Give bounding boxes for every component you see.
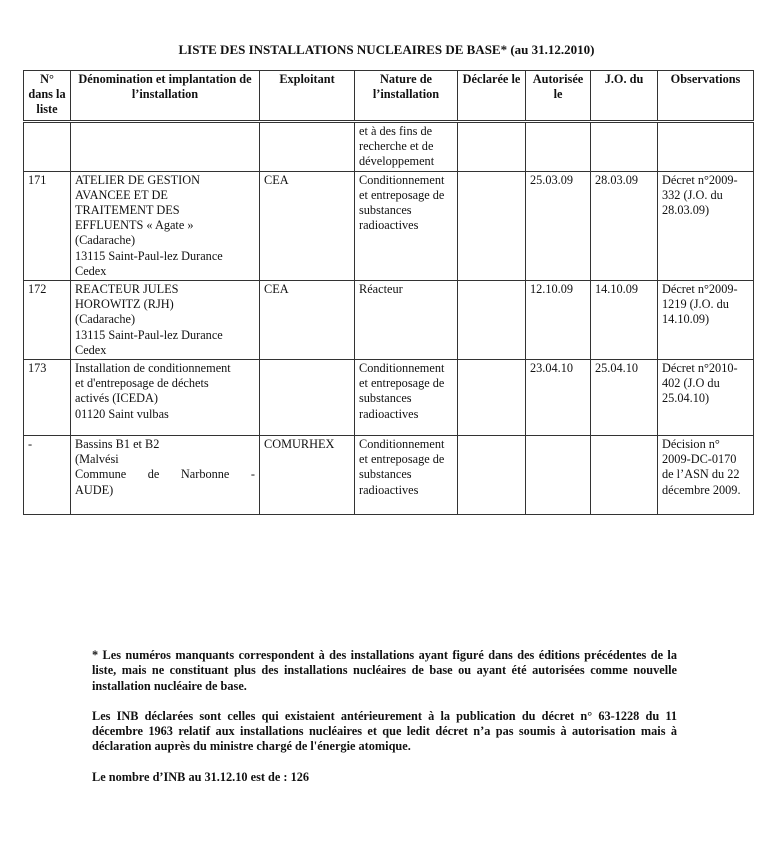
cell-name-line: HOROWITZ (RJH) bbox=[75, 297, 174, 312]
cell-authorized bbox=[526, 436, 591, 515]
cell-operator: COMURHEX bbox=[260, 436, 355, 515]
cell-observations-line: de l’ASN du 22 bbox=[662, 467, 740, 482]
header-number: N° dans la liste bbox=[24, 71, 71, 122]
header-name: Dénomination et implantation de l’installation bbox=[71, 71, 260, 122]
cell-name-line: AVANCEE ET DE bbox=[75, 187, 168, 202]
table-row bbox=[24, 436, 754, 515]
cell-nature-line: et entreposage de bbox=[359, 376, 445, 391]
cell-jo bbox=[591, 122, 658, 172]
cell-nature-line: substances bbox=[359, 203, 412, 218]
cell-nature-line: substances bbox=[359, 467, 412, 482]
cell-number: 173 bbox=[24, 360, 71, 436]
cell-nature-line: et entreposage de bbox=[359, 452, 445, 467]
document-title: LISTE DES INSTALLATIONS NUCLEAIRES DE BASE* (au 31.12.2010) bbox=[178, 42, 595, 57]
cell-observations bbox=[658, 436, 754, 515]
header-declared: Déclarée le bbox=[458, 71, 526, 122]
cell-name bbox=[71, 436, 260, 515]
cell-authorized: 25.03.09 bbox=[526, 171, 591, 280]
cell-observations bbox=[658, 281, 754, 360]
cell-nature-line: radioactives bbox=[359, 406, 419, 421]
cell-nature-line: recherche et de bbox=[359, 139, 434, 154]
cell-observations-line: Décret n°2009- bbox=[662, 172, 738, 187]
header-authorized: Autorisée le bbox=[526, 71, 591, 122]
cell-name bbox=[71, 171, 260, 280]
cell-nature bbox=[355, 436, 458, 515]
cell-jo: 28.03.09 bbox=[591, 171, 658, 280]
cell-authorized bbox=[526, 122, 591, 172]
footnote-inb-count: Le nombre d’INB au 31.12.10 est de : 126 bbox=[92, 769, 310, 784]
cell-operator bbox=[260, 122, 355, 172]
cell-operator: CEA bbox=[260, 281, 355, 360]
cell-operator bbox=[260, 360, 355, 436]
cell-nature-line: Conditionnement bbox=[359, 437, 445, 452]
cell-observations-line: 2009-DC-0170 bbox=[662, 452, 737, 467]
cell-nature-line: développement bbox=[359, 154, 435, 169]
cell-nature-line: substances bbox=[359, 391, 412, 406]
table-row bbox=[24, 171, 754, 280]
cell-observations-line: Décision n° bbox=[662, 437, 720, 452]
cell-observations bbox=[658, 360, 754, 436]
cell-observations-line: décembre 2009. bbox=[662, 482, 741, 497]
cell-name bbox=[71, 122, 260, 172]
cell-nature bbox=[355, 122, 458, 172]
cell-name-line: (Cadarache) bbox=[75, 233, 136, 248]
cell-nature-line: Conditionnement bbox=[359, 172, 445, 187]
cell-name-line: (Cadarache) bbox=[75, 312, 136, 327]
cell-name-line: TRAITEMENT DES bbox=[75, 203, 180, 218]
cell-name bbox=[71, 281, 260, 360]
cell-operator: CEA bbox=[260, 171, 355, 280]
cell-name bbox=[71, 360, 260, 436]
cell-number: - bbox=[24, 436, 71, 515]
cell-nature bbox=[355, 360, 458, 436]
cell-jo: 14.10.09 bbox=[591, 281, 658, 360]
cell-nature bbox=[355, 281, 458, 360]
cell-observations-line: 332 (J.O. du bbox=[662, 187, 723, 202]
table-row bbox=[24, 122, 754, 172]
cell-declared bbox=[458, 122, 526, 172]
table-row bbox=[24, 281, 754, 360]
cell-name-line: AUDE) bbox=[75, 482, 114, 497]
cell-name-line: REACTEUR JULES bbox=[75, 282, 179, 297]
cell-name-line: Cedex bbox=[75, 342, 107, 357]
cell-observations-line: 1219 (J.O. du bbox=[662, 297, 729, 312]
header-jo: J.O. du bbox=[591, 71, 658, 122]
header-nature: Nature de l’installation bbox=[355, 71, 458, 122]
footnote-missing-numbers: * Les numéros manquants correspondent à des installations ayant figuré dans des éditions précédentes de la liste, mais ne constituant plus des installations nucléaires de base ou ayant été autorisées comme nouvelle installation nucléaire de base. bbox=[92, 648, 677, 693]
cell-number bbox=[24, 122, 71, 172]
header-observations: Observations bbox=[658, 71, 754, 122]
cell-jo bbox=[591, 436, 658, 515]
cell-nature-line: Conditionnement bbox=[359, 361, 445, 376]
cell-observations-line: Décret n°2009- bbox=[662, 282, 738, 297]
cell-authorized: 23.04.10 bbox=[526, 360, 591, 436]
cell-nature-line: radioactives bbox=[359, 482, 419, 497]
cell-name-line: activés (ICEDA) bbox=[75, 391, 158, 406]
footnote-declared-inb: Les INB déclarées sont celles qui existaient antérieurement à la publication du décret n° 63-1228 du 11 décembre 1963 relatif aux installations nucléaires et que ledit décret n’a pas soumis à autorisation mais à déclaration auprès du ministre chargé de l'énergie atomique. bbox=[92, 708, 677, 754]
cell-nature bbox=[355, 171, 458, 280]
footnotes bbox=[92, 648, 677, 800]
cell-name-line: 13115 Saint-Paul-lez Durance bbox=[75, 327, 223, 342]
cell-number: 172 bbox=[24, 281, 71, 360]
cell-observations-line: 402 (J.O du bbox=[662, 376, 720, 391]
cell-name-line: Installation de conditionnement bbox=[75, 361, 231, 376]
header-operator: Exploitant bbox=[260, 71, 355, 122]
cell-name-line: Cedex bbox=[75, 263, 107, 278]
cell-authorized: 12.10.09 bbox=[526, 281, 591, 360]
cell-name-line: et d'entreposage de déchets bbox=[75, 376, 209, 391]
cell-name-line: (Malvési bbox=[75, 452, 119, 467]
cell-observations-line: 25.04.10) bbox=[662, 391, 710, 406]
cell-number: 171 bbox=[24, 171, 71, 280]
cell-jo: 25.04.10 bbox=[591, 360, 658, 436]
cell-nature-line: Réacteur bbox=[359, 282, 403, 297]
cell-nature-line: et entreposage de bbox=[359, 187, 445, 202]
cell-nature-line: et à des fins de bbox=[359, 124, 433, 138]
cell-declared bbox=[458, 171, 526, 280]
inb-table bbox=[23, 70, 754, 515]
cell-observations bbox=[658, 171, 754, 280]
cell-name-line: 01120 Saint vulbas bbox=[75, 406, 169, 421]
cell-declared bbox=[458, 281, 526, 360]
cell-name-line: ATELIER DE GESTION bbox=[75, 172, 200, 187]
cell-observations-line: 14.10.09) bbox=[662, 312, 710, 327]
cell-name-line: EFFLUENTS « Agate » bbox=[75, 218, 194, 233]
cell-observations-line: Décret n°2010- bbox=[662, 361, 738, 376]
cell-declared bbox=[458, 436, 526, 515]
cell-declared bbox=[458, 360, 526, 436]
cell-name-line: 13115 Saint-Paul-lez Durance bbox=[75, 248, 223, 263]
cell-name-line: Commune de Narbonne - bbox=[75, 467, 255, 482]
cell-observations bbox=[658, 122, 754, 172]
cell-observations-line: 28.03.09) bbox=[662, 203, 710, 218]
table-row bbox=[24, 360, 754, 436]
cell-name-line: Bassins B1 et B2 bbox=[75, 437, 160, 452]
cell-nature-line: radioactives bbox=[359, 218, 419, 233]
